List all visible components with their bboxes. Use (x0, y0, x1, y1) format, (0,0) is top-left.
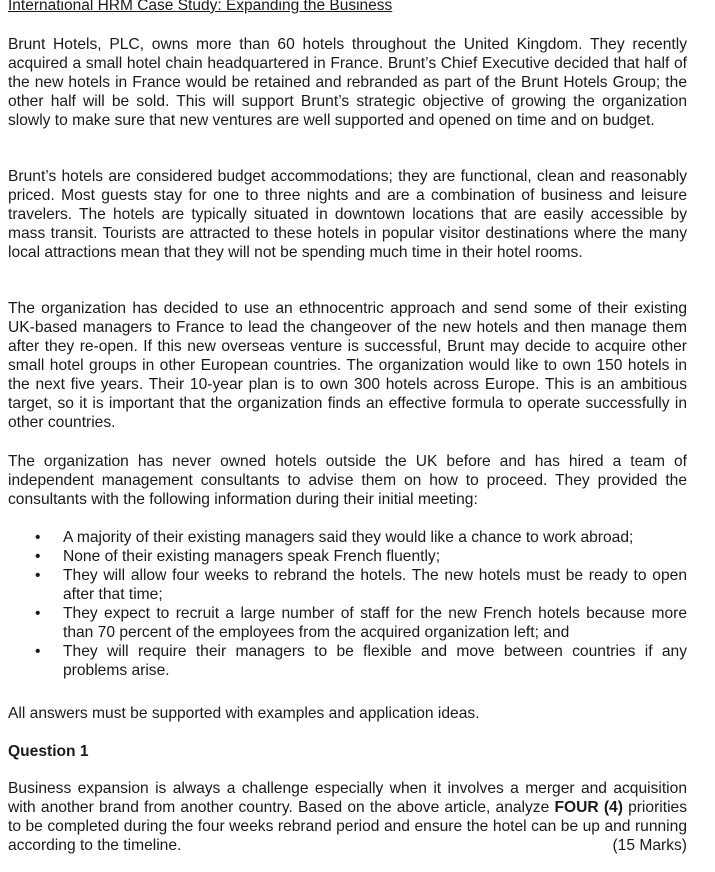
answer-instructions: All answers must be supported with examples and application ideas. (8, 705, 480, 722)
list-item-text: They will allow four weeks to rebrand the hotels. The new hotels must be ready to open after that time; (63, 567, 687, 603)
list-item (8, 528, 687, 547)
question-marks: (15 Marks) (612, 837, 687, 854)
question-text (8, 779, 687, 855)
bullet-icon: • (35, 567, 41, 584)
bullet-icon: • (35, 529, 41, 546)
question-text-part-1: Business expansion is always a challenge especially when it involves a merger and acquisition with another brand from another country. Based on the above article, analyze (8, 780, 687, 816)
list-item-text: They will require their managers to be flexible and move between countries if any problems arise. (63, 643, 687, 679)
consultant-info-list (8, 528, 687, 680)
bullet-icon: • (35, 548, 41, 565)
question-heading: Question 1 (8, 743, 89, 760)
list-item-text: They expect to recruit a large number of staff for the new French hotels because more than 70 percent of the employees from the acquired organization left; and (63, 605, 687, 641)
paragraph-budget-accommodations: Brunt’s hotels are considered budget accommodations; they are functional, clean and reasonably priced. Most guests stay for one to three nights and are a combination of business and leisure travelers. The hotels are typically situated in downtown locations that are easily accessible by mass transit. Tourists are attracted to these hotels in popular visitor destinations where the many local attractions mean that they will not be spending much time in their hotel rooms. (8, 168, 687, 261)
list-item (8, 547, 687, 566)
paragraph-ethnocentric-approach: The organization has decided to use an ethnocentric approach and send some of their existing UK-based managers to France to lead the changeover of the new hotels and then manage them after they re-open. If this new overseas venture is successful, Brunt may decide to acquire other small hotel groups in other European countries. The organization would like to own 150 hotels in the next five years. Their 10-year plan is to own 300 hotels across Europe. This is an ambitious target, so it is important that the organization finds an effective formula to operate successfully in other countries. (8, 300, 687, 431)
paragraph-consultants: The organization has never owned hotels outside the UK before and has hired a team of independent management consultants to advise them on how to proceed. They provided the consultants with the following information during their initial meeting: (8, 453, 687, 508)
case-study-title: International HRM Case Study: Expanding the Business (8, 0, 393, 14)
list-item-text: A majority of their existing managers said they would like a chance to work abroad; (63, 529, 634, 546)
question-text-part-2: priorities to be completed during the four weeks rebrand period and ensure the hotel can be up and running according to the timeline. (8, 799, 687, 854)
list-item (8, 604, 687, 642)
paragraph-company-overview: Brunt Hotels, PLC, owns more than 60 hotels throughout the United Kingdom. They recently acquired a small hotel chain headquartered in France. Brunt’s Chief Executive decided that half of the new hotels in France would be retained and rebranded as part of the Brunt Hotels Group; the other half will be sold. This will support Brunt’s strategic objective of growing the organization slowly to make sure that new ventures are well supported and opened on time and on budget. (8, 36, 687, 129)
list-item-text: None of their existing managers speak French fluently; (63, 548, 441, 565)
bullet-icon: • (35, 605, 41, 622)
question-count-bold: FOUR (4) (554, 799, 623, 816)
document-page (8, 0, 687, 854)
bullet-icon: • (35, 643, 41, 660)
list-item (8, 642, 687, 680)
list-item (8, 566, 687, 604)
